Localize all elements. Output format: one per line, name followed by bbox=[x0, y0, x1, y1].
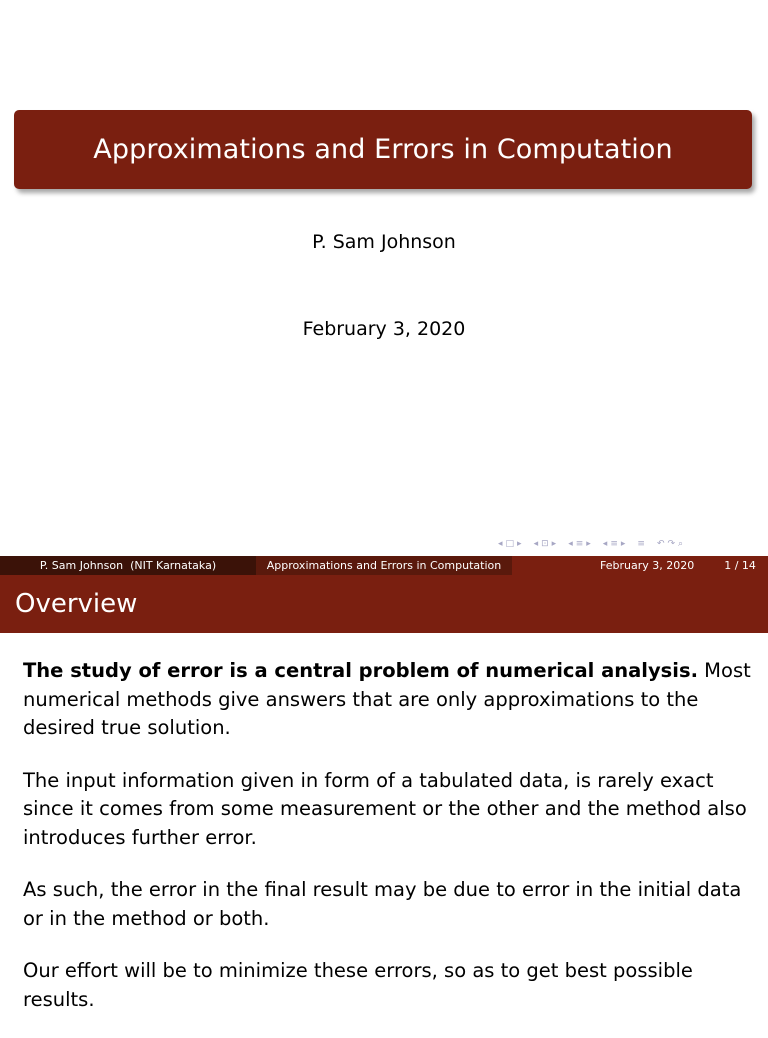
section-icon[interactable]: ≡ bbox=[610, 539, 618, 549]
nav-prev-icon[interactable]: ◂ bbox=[498, 539, 503, 549]
nav-next-icon[interactable]: ▸ bbox=[551, 539, 557, 549]
frame-title-bar bbox=[0, 575, 768, 633]
nav-section-group[interactable] bbox=[603, 539, 629, 549]
presentation-date: February 3, 2020 bbox=[302, 318, 466, 340]
presentation-title: Approximations and Errors in Computation bbox=[93, 134, 673, 165]
frame-title: Overview bbox=[15, 589, 138, 619]
toc-icon[interactable]: ≡ bbox=[637, 539, 645, 549]
nav-search-group[interactable] bbox=[657, 539, 686, 549]
footer-date-page bbox=[512, 556, 768, 575]
key-statement: The study of error is a central problem of numerical analysis. bbox=[23, 659, 698, 682]
paragraph-3: As such, the error in the final result may be due to error in the initial data or in the method or both. bbox=[23, 878, 742, 930]
nav-slide-group[interactable] bbox=[498, 539, 525, 549]
footer-author bbox=[0, 556, 256, 575]
paragraph-1 bbox=[23, 657, 753, 743]
forward-icon[interactable]: ↷ bbox=[667, 539, 676, 549]
paragraph-1-rest: Most numerical methods give answers that are only approximations to the desired true solution. bbox=[23, 659, 751, 739]
footer-author-text: P. Sam Johnson (NIT Karnataka) bbox=[39, 559, 217, 572]
footer-title bbox=[256, 556, 512, 575]
footer-date: February 3, 2020 bbox=[600, 559, 695, 572]
footer-page-number: 1 / 14 bbox=[724, 559, 756, 572]
slide-body bbox=[23, 657, 753, 1038]
author-name: P. Sam Johnson bbox=[312, 231, 456, 253]
nav-prev-icon[interactable]: ◂ bbox=[568, 539, 573, 549]
nav-subsection-group[interactable] bbox=[568, 539, 594, 549]
back-icon[interactable]: ↶ bbox=[656, 539, 665, 549]
footline bbox=[0, 556, 768, 575]
search-icon[interactable]: ⌕ bbox=[678, 539, 684, 549]
navigation-symbols bbox=[498, 537, 762, 551]
nav-prev-icon[interactable]: ◂ bbox=[533, 539, 539, 549]
nav-prev-icon[interactable]: ◂ bbox=[602, 539, 608, 549]
paragraph-2: The input information given in form of a tabulated data, is rarely exact since it comes from some measurement or the other and the method also introduces further error. bbox=[23, 768, 747, 849]
nav-next-icon[interactable]: ▸ bbox=[586, 539, 591, 549]
title-box bbox=[14, 110, 752, 189]
nav-toc-group[interactable] bbox=[637, 539, 648, 549]
nav-frame-group[interactable] bbox=[534, 539, 560, 549]
subsection-icon[interactable]: ≡ bbox=[575, 539, 584, 549]
nav-next-icon[interactable]: ▸ bbox=[517, 539, 522, 549]
nav-next-icon[interactable]: ▸ bbox=[620, 539, 626, 549]
slide-icon[interactable]: □ bbox=[505, 539, 515, 549]
frame-icon[interactable]: ⊡ bbox=[541, 539, 549, 549]
paragraph-4: Our effort will be to minimize these errors, so as to get best possible results. bbox=[23, 959, 693, 1011]
footer-title-text: Approximations and Errors in Computation bbox=[266, 559, 502, 572]
